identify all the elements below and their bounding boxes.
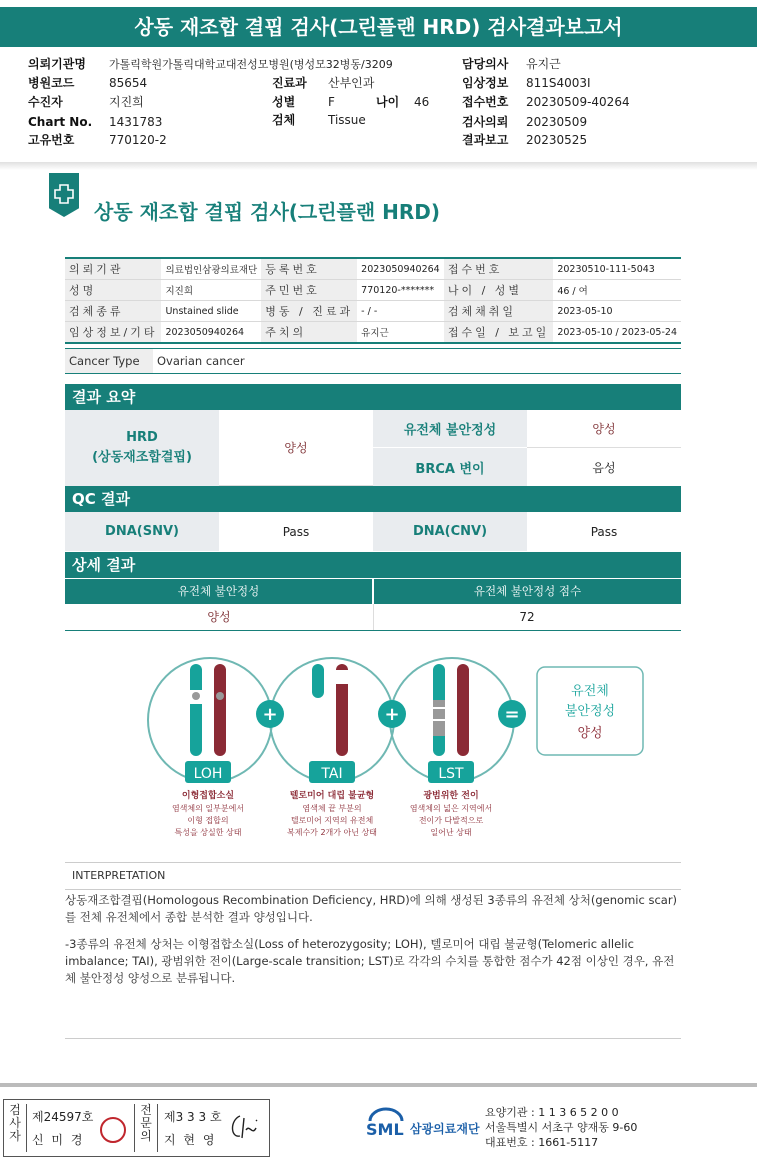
- gi-label: 유전체 불안정성: [373, 410, 527, 448]
- hrd-scar-diagram: [140, 650, 660, 850]
- interpretation-header: [65, 862, 681, 890]
- svg-text:+: +: [384, 704, 400, 725]
- specialist-no: 제3 3 3 호: [164, 1110, 222, 1124]
- cnv-label: DNA(CNV): [373, 512, 527, 551]
- info-value: 2023-05-10 / 2023-05-24: [553, 322, 681, 344]
- specimen-value: Tissue: [328, 113, 366, 127]
- info-label: 검체종류: [65, 301, 161, 322]
- agency-no: 요양기관 : 1 1 3 6 5 2 0 0: [485, 1106, 619, 1119]
- content-bottom-line: [65, 1038, 681, 1039]
- report-label: 결과보고: [462, 133, 509, 147]
- gi-value: 양성: [527, 410, 681, 448]
- result-line-2: 불안정성: [564, 704, 616, 719]
- tai-desc-2: 텔로미어 지역의 유전체: [290, 816, 374, 825]
- address: 서울특별시 서초구 양재동 9-60: [485, 1121, 638, 1134]
- examiner-seal-icon: [100, 1117, 126, 1143]
- info-value: 지진희: [161, 280, 261, 301]
- sex-label: 성별: [272, 95, 296, 109]
- loh-desc-3: 특성을 상실한 상태: [174, 828, 242, 837]
- report-value: 20230525: [526, 133, 588, 147]
- doctor-label: 담당의사: [462, 57, 509, 71]
- info-label: 주민번호: [261, 280, 357, 301]
- info-value: 46 / 여: [553, 280, 681, 301]
- unique-label: 고유번호: [28, 133, 75, 147]
- cancer-type-row: [65, 348, 681, 374]
- info-label: 검체채취일: [444, 301, 553, 322]
- section-title: 상동 재조합 결핍 검사(그린플랜 HRD): [94, 200, 441, 224]
- patient-value: 지진희: [109, 95, 144, 109]
- age-value: 46: [414, 95, 430, 109]
- tai-desc-1: 염색체 끝 부분의: [302, 804, 362, 813]
- brca-value: 음성: [527, 448, 681, 486]
- dept-value: 산부인과: [328, 76, 375, 90]
- info-value: 의료법인삼광의료재단: [161, 258, 261, 280]
- signature-box: [3, 1099, 270, 1157]
- info-value: - / -: [357, 301, 444, 322]
- summary-bar: 결과 요약: [65, 384, 681, 410]
- examiner-label: 검사자: [4, 1104, 27, 1152]
- info-value: 2023050940264: [357, 258, 444, 280]
- loh-title: 이형접합소실: [181, 791, 235, 801]
- info-value: Unstained slide: [161, 301, 261, 322]
- specialist-name: 지 현 영: [164, 1133, 217, 1147]
- info-label: 성명: [65, 280, 161, 301]
- lst-label: LST: [438, 766, 464, 782]
- org-logo-text: SML: [366, 1120, 404, 1139]
- patient-info-table: [65, 257, 681, 344]
- hrd-label: [65, 410, 219, 486]
- snv-value: Pass: [219, 512, 373, 551]
- clinical-value: 811S4003I: [526, 76, 591, 90]
- report-title: 상동 재조합 결핍 검사(그린플랜 HRD) 검사결과보고서: [0, 7, 757, 47]
- svg-text:=: =: [504, 704, 520, 725]
- info-label: 의뢰기관: [65, 258, 161, 280]
- loh-chromosome-1: [190, 664, 202, 756]
- tai-title: 텔로미어 대립 불균형: [289, 791, 375, 801]
- info-row: [65, 280, 681, 301]
- info-row: [65, 301, 681, 322]
- cnv-value: Pass: [527, 512, 681, 551]
- hospital-code-label: 병원코드: [28, 76, 75, 90]
- detail-val-1: 양성: [65, 604, 374, 631]
- info-value: 유지근: [357, 322, 444, 344]
- hrd-label-1: HRD: [126, 430, 158, 445]
- info-label: 주치의: [261, 322, 357, 344]
- institution-label: 의뢰기관명: [28, 57, 86, 71]
- lst-desc-1: 염색체의 넓은 지역에서: [409, 804, 493, 813]
- section-badge: [49, 173, 79, 217]
- info-value: 2023050940264: [161, 322, 261, 344]
- tai-chromosome-1: [312, 664, 324, 698]
- doctor-value: 유지근: [526, 57, 561, 71]
- cancer-type-value: Ovarian cancer: [157, 354, 245, 368]
- snv-label: DNA(SNV): [65, 512, 219, 551]
- unique-value: 770120-2: [109, 133, 167, 147]
- info-label: 병동 / 진료과: [261, 301, 357, 322]
- hrd-label-2: (상동재조합결핍): [92, 450, 192, 465]
- detail-bar: 상세 결과: [65, 552, 681, 578]
- examiner-name: 신 미 경: [32, 1133, 85, 1147]
- lst-title: 광범위한 전이: [423, 791, 479, 801]
- info-row: [65, 322, 681, 344]
- tai-label: TAI: [321, 766, 343, 782]
- tai-desc-3: 복제수가 2개가 아닌 상태: [287, 828, 377, 837]
- svg-text:+: +: [262, 704, 278, 725]
- sex-value: F: [328, 95, 335, 109]
- specimen-label: 검체: [272, 113, 296, 127]
- info-row: [65, 258, 681, 280]
- footer-separator: [0, 1083, 757, 1087]
- info-label: 임상정보/기타: [65, 322, 161, 344]
- clinical-label: 임상정보: [462, 76, 509, 90]
- chart-value: 1431783: [109, 115, 163, 129]
- cancer-type-label: Cancer Type: [65, 349, 153, 373]
- loh-chromosome-2: [214, 664, 226, 756]
- hospital-code-value: 85654: [109, 76, 148, 90]
- info-value: 770120-*******: [357, 280, 444, 301]
- info-value: 20230510-111-5043: [553, 258, 681, 280]
- footer-info: [485, 1105, 637, 1150]
- interpretation-p1: 상동재조합결핍(Homologous Recombination Deficiency, HRD)에 의해 생성된 3종류의 유전체 상처(genomic scar)를 전체 유전체에서 종합 분석한 결과 양성입니다.: [65, 893, 678, 924]
- info-label: 나이 / 성별: [444, 280, 553, 301]
- detail-col-1: 유전체 불안정성: [65, 579, 372, 604]
- org-logo: [366, 1107, 406, 1143]
- lst-desc-3: 일어난 상태: [430, 828, 472, 837]
- info-label: 접수일 / 보고일: [444, 322, 553, 344]
- phone: 대표번호 : 1661-5117: [485, 1136, 599, 1149]
- result-line-1: 유전체: [571, 684, 609, 699]
- result-line-3: 양성: [577, 726, 603, 741]
- info-value: 2023-05-10: [553, 301, 681, 322]
- institution-value: 가톨릭학원가톨릭대학교대전성모병원(병성모32병동/3209: [109, 58, 393, 71]
- examiner-no: 제24597호: [32, 1110, 94, 1124]
- loh-desc-2: 이형 접합의: [187, 816, 229, 825]
- loh-label: LOH: [193, 766, 223, 782]
- brca-label: BRCA 변이: [373, 448, 527, 486]
- detail-val-2: 72: [373, 604, 681, 631]
- qc-bar: QC 결과: [65, 486, 681, 512]
- signature-icon: [226, 1110, 262, 1144]
- org-name: 삼광의료재단: [410, 1122, 480, 1136]
- lst-chromosome-2: [457, 664, 469, 756]
- request-value: 20230509: [526, 115, 588, 129]
- reception-value: 20230509-40264: [526, 95, 630, 109]
- specialist-label: 전문의: [134, 1104, 158, 1152]
- separator: [0, 162, 757, 170]
- plus-icon: [49, 173, 79, 209]
- lst-desc-2: 전이가 다발적으로: [418, 816, 484, 825]
- dept-label: 진료과: [272, 76, 307, 90]
- interpretation-p2: -3종류의 유전체 상처는 이형접합소실(Loss of heterozygosity; LOH), 텔로미어 대립 불균형(Telomeric allelic imbalance; TAI), 광범위한 전이(Large-scale transition; LST)로 각각의 수치를 통합한 점수가 42점 이상인 경우, 유전체 불안정성 양성으로 분류됩니다.: [65, 937, 675, 985]
- header-info: [0, 0, 757, 160]
- age-label: 나이: [376, 95, 400, 109]
- reception-label: 접수번호: [462, 95, 509, 109]
- chart-label: Chart No.: [28, 115, 93, 129]
- patient-label: 수진자: [28, 95, 63, 109]
- detail-col-2: 유전체 불안정성 점수: [374, 579, 681, 604]
- info-label: 등록번호: [261, 258, 357, 280]
- hrd-value: 양성: [219, 410, 373, 486]
- interpretation-label: INTERPRETATION: [72, 869, 166, 882]
- info-label: 접수번호: [444, 258, 553, 280]
- request-label: 검사의뢰: [462, 115, 509, 129]
- loh-desc-1: 염색체의 일부분에서: [171, 804, 245, 813]
